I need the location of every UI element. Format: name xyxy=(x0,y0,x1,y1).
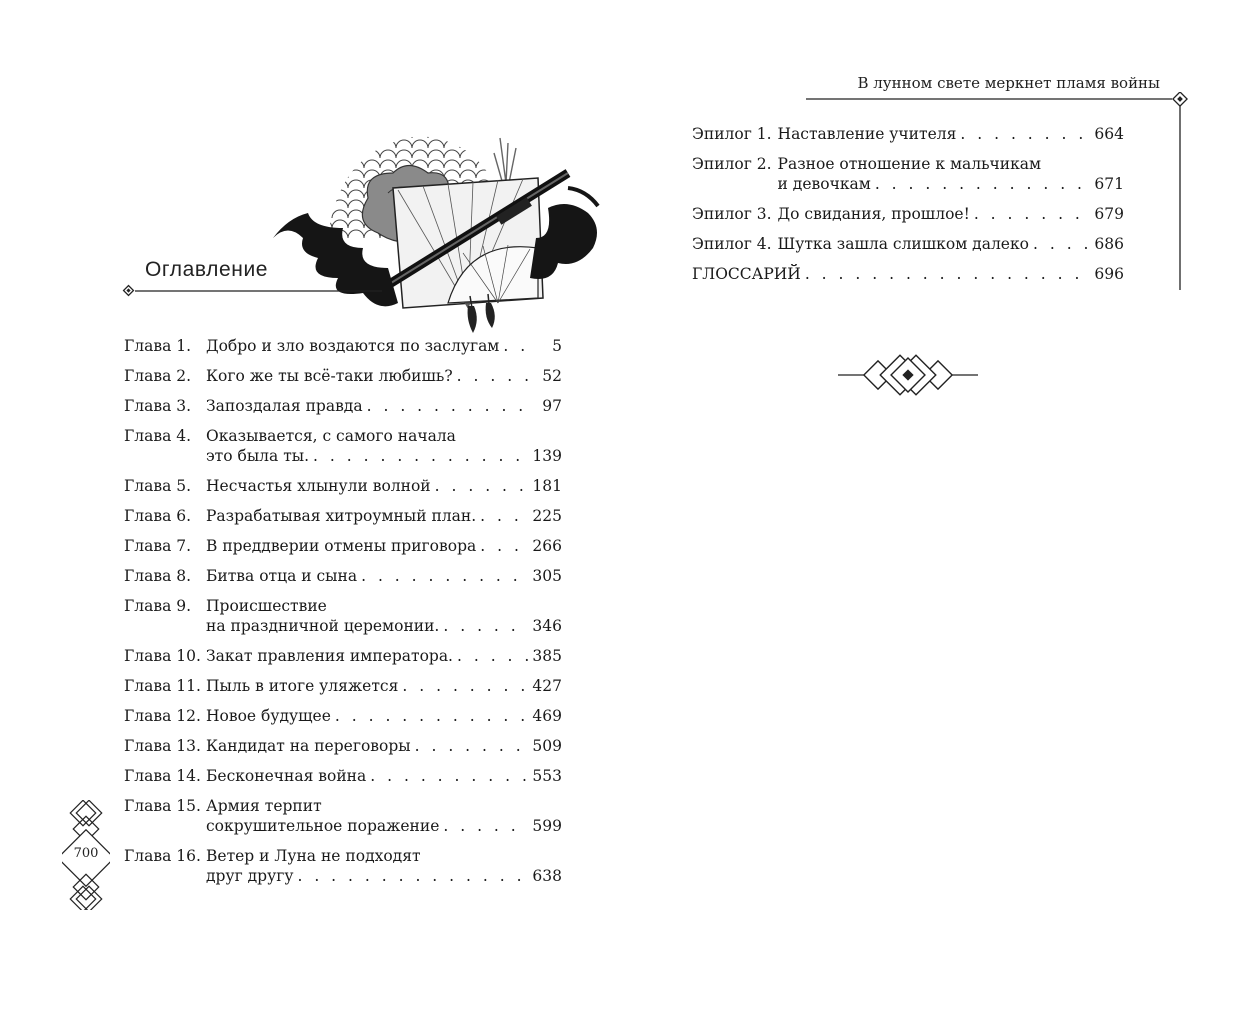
entry-label: Эпилог 4. xyxy=(692,235,772,253)
entry-title: Пыль в итоге уляжется xyxy=(206,677,399,695)
entry-label: Глава 3. xyxy=(124,397,192,415)
toc-entry[interactable] xyxy=(124,536,562,556)
entry-title: До свидания, прошлое! xyxy=(777,205,970,223)
dot-leader xyxy=(480,536,528,556)
entry-title: на праздничной церемонии. xyxy=(206,617,440,635)
dot-leader xyxy=(361,566,528,586)
entry-page-number: 139 xyxy=(532,447,562,465)
dot-leader xyxy=(335,706,528,726)
running-head: В лунном свете меркнет пламя войны xyxy=(857,74,1160,92)
entry-title: Кого же ты всё-таки любишь? xyxy=(206,367,453,385)
entry-title: Разрабатывая хитроумный план. xyxy=(206,507,477,525)
entry-label: Глава 14. xyxy=(124,767,201,785)
entry-page-number: 385 xyxy=(532,647,562,665)
entry-title: В преддверии отмены приговора xyxy=(206,537,477,555)
epilogue-list xyxy=(692,124,1124,294)
toc-entry[interactable] xyxy=(692,264,1124,284)
entry-label: Глава 4. xyxy=(124,427,192,445)
toc-entry[interactable] xyxy=(124,646,562,666)
dot-leader xyxy=(313,446,528,466)
dot-leader xyxy=(370,766,528,786)
dot-leader xyxy=(960,124,1090,144)
entry-title: Армия терпит xyxy=(206,797,322,815)
entry-label: Глава 5. xyxy=(124,477,192,495)
entry-title: ГЛОССАРИЙ xyxy=(692,265,801,283)
entry-title: Запоздалая правда xyxy=(206,397,363,415)
entry-label: Глава 15. xyxy=(124,797,201,815)
entry-page-number: 97 xyxy=(542,397,562,415)
toc-entry[interactable] xyxy=(692,234,1124,254)
dot-leader xyxy=(875,174,1090,194)
entry-label: Эпилог 3. xyxy=(692,205,772,223)
toc-entry[interactable] xyxy=(124,506,562,526)
toc-entry[interactable] xyxy=(124,796,562,836)
title-rule xyxy=(122,284,382,298)
entry-title: Закат правления императора. xyxy=(206,647,453,665)
toc-entry[interactable] xyxy=(692,124,1124,144)
entry-label: Эпилог 1. xyxy=(692,125,772,143)
dot-leader xyxy=(805,264,1090,284)
toc-entry[interactable] xyxy=(124,676,562,696)
toc-entry[interactable] xyxy=(692,154,1124,194)
toc-entry[interactable] xyxy=(124,336,562,356)
dot-leader xyxy=(367,396,528,416)
dot-leader xyxy=(503,336,528,356)
entry-page-number: 5 xyxy=(552,337,562,355)
section-divider-ornament xyxy=(838,353,978,397)
entry-label: Глава 10. xyxy=(124,647,201,665)
entry-label: Эпилог 2. xyxy=(692,155,772,173)
dot-leader xyxy=(435,476,528,496)
entry-page-number: 664 xyxy=(1094,125,1124,143)
entry-label: Глава 16. xyxy=(124,847,201,865)
dot-leader xyxy=(297,866,528,886)
chapter-list xyxy=(124,336,562,896)
entry-page-number: 181 xyxy=(532,477,562,495)
page-number: 700 xyxy=(73,846,99,861)
entry-title: Наставление учителя xyxy=(777,125,957,143)
entry-title: Бесконечная война xyxy=(206,767,367,785)
entry-title: Разное отношение к мальчикам xyxy=(777,155,1042,173)
entry-page-number: 696 xyxy=(1094,265,1124,283)
entry-label: Глава 8. xyxy=(124,567,192,585)
entry-title: Битва отца и сына xyxy=(206,567,358,585)
entry-page-number: 509 xyxy=(532,737,562,755)
dot-leader xyxy=(1033,234,1090,254)
entry-page-number: 686 xyxy=(1094,235,1124,253)
entry-page-number: 427 xyxy=(532,677,562,695)
entry-title: Новое будущее xyxy=(206,707,331,725)
entry-label: Глава 6. xyxy=(124,507,192,525)
entry-label: Глава 13. xyxy=(124,737,201,755)
entry-page-number: 671 xyxy=(1094,175,1124,193)
entry-label: Глава 9. xyxy=(124,597,192,615)
toc-entry[interactable] xyxy=(124,846,562,886)
entry-page-number: 553 xyxy=(532,767,562,785)
entry-title: сокрушительное поражение xyxy=(206,817,440,835)
toc-entry[interactable] xyxy=(124,476,562,496)
entry-title: Добро и зло воздаются по заслугам xyxy=(206,337,500,355)
entry-page-number: 469 xyxy=(532,707,562,725)
toc-entry[interactable] xyxy=(124,566,562,586)
entry-title: Происшествие xyxy=(206,597,327,615)
entry-title: Оказывается, с самого начала xyxy=(206,427,456,445)
entry-label: Глава 1. xyxy=(124,337,192,355)
entry-label: Глава 2. xyxy=(124,367,192,385)
toc-entry[interactable] xyxy=(124,706,562,726)
entry-page-number: 638 xyxy=(532,867,562,885)
entry-page-number: 346 xyxy=(532,617,562,635)
entry-title: Ветер и Луна не подходят xyxy=(206,847,421,865)
dot-leader xyxy=(974,204,1090,224)
toc-entry[interactable] xyxy=(124,396,562,416)
entry-title: Несчастья хлынули волной xyxy=(206,477,431,495)
entry-page-number: 679 xyxy=(1094,205,1124,223)
toc-entry[interactable] xyxy=(124,596,562,636)
entry-page-number: 599 xyxy=(532,817,562,835)
entry-page-number: 52 xyxy=(542,367,562,385)
dot-leader xyxy=(457,646,528,666)
entry-page-number: 266 xyxy=(532,537,562,555)
toc-entry[interactable] xyxy=(692,204,1124,224)
toc-entry[interactable] xyxy=(124,366,562,386)
entry-page-number: 225 xyxy=(532,507,562,525)
entry-label: Глава 12. xyxy=(124,707,201,725)
entry-label: Глава 11. xyxy=(124,677,201,695)
dot-leader xyxy=(415,736,528,756)
entry-page-number: 305 xyxy=(532,567,562,585)
entry-title: это была ты. xyxy=(206,447,310,465)
dot-leader xyxy=(457,366,528,386)
entry-title: и девочкам xyxy=(777,175,871,193)
toc-entry[interactable] xyxy=(124,426,562,466)
dot-leader xyxy=(480,506,528,526)
dot-leader xyxy=(443,616,528,636)
entry-title: друг другу xyxy=(206,867,294,885)
toc-entry[interactable] xyxy=(124,766,562,786)
toc-entry[interactable] xyxy=(124,736,562,756)
dot-leader xyxy=(443,816,528,836)
dot-leader xyxy=(402,676,528,696)
entry-label: Глава 7. xyxy=(124,537,192,555)
entry-title: Шутка зашла слишком далеко xyxy=(777,235,1029,253)
fan-sword-illustration xyxy=(268,128,608,343)
entry-title: Кандидат на переговоры xyxy=(206,737,411,755)
toc-title: Оглавление xyxy=(145,258,269,281)
